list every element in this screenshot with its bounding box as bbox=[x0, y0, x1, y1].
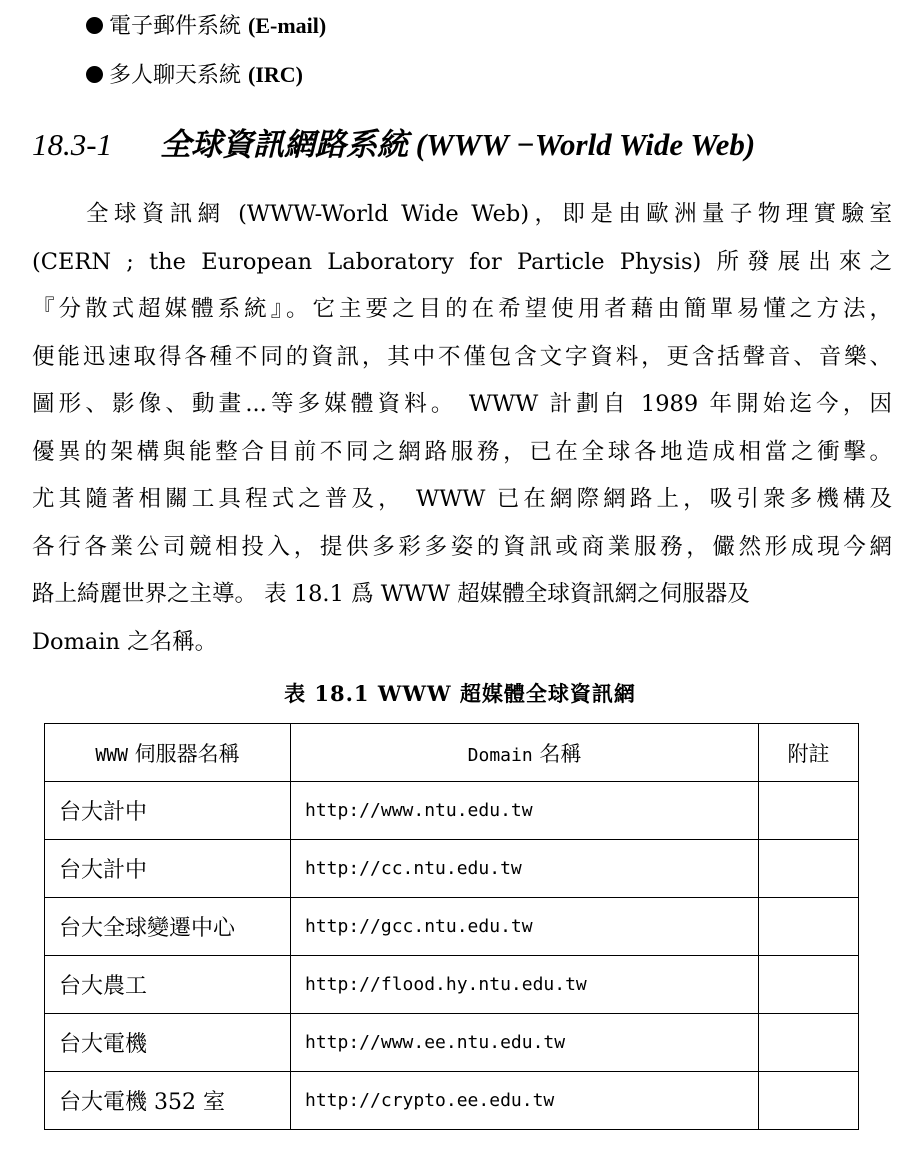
bullet-dot-icon bbox=[86, 66, 103, 83]
table-row bbox=[45, 1072, 859, 1130]
note-cell bbox=[759, 1072, 859, 1130]
note-cell bbox=[759, 840, 859, 898]
column-header-server-name: WWW 伺服器名稱 bbox=[45, 724, 291, 782]
server-name-cell: 台大計中 bbox=[45, 782, 291, 840]
bullet-item-email bbox=[86, 12, 326, 41]
paragraph-line: 圖形、影像、動畫...等多媒體資料。 WWW 計劃自 1989 年開始迄今，因 bbox=[32, 391, 892, 417]
column-header-domain: Domain 名稱 bbox=[291, 724, 759, 782]
note-cell bbox=[759, 898, 859, 956]
server-name-cell: 台大電機 bbox=[45, 1014, 291, 1072]
note-cell bbox=[759, 782, 859, 840]
section-heading bbox=[32, 125, 755, 165]
section-title: 全球資訊網路系統 (WWW −World Wide Web) bbox=[160, 127, 756, 162]
server-name-cell: 台大電機 352 室 bbox=[45, 1072, 291, 1130]
server-name-cell: 台大全球變遷中心 bbox=[45, 898, 291, 956]
domain-cell: http://crypto.ee.edu.tw bbox=[291, 1072, 759, 1130]
server-name-cell: 台大計中 bbox=[45, 840, 291, 898]
table-row bbox=[45, 1014, 859, 1072]
domain-cell: http://flood.hy.ntu.edu.tw bbox=[291, 956, 759, 1014]
paragraph-line: 尤其隨著相關工具程式之普及， WWW 已在網際網路上，吸引衆多機構及 bbox=[32, 486, 892, 512]
bullet-item-abbrev: (E-mail) bbox=[248, 13, 327, 38]
domain-cell: http://www.ee.ntu.edu.tw bbox=[291, 1014, 759, 1072]
domain-cell: http://www.ntu.edu.tw bbox=[291, 782, 759, 840]
paragraph-line: Domain 之名稱。 bbox=[32, 628, 218, 655]
note-cell bbox=[759, 1014, 859, 1072]
bullet-item-abbrev: (IRC) bbox=[248, 62, 304, 87]
table-row bbox=[45, 898, 859, 956]
section-number: 18.3-1 bbox=[32, 127, 113, 162]
bullet-item-label: 多人聊天系統 bbox=[109, 63, 242, 88]
column-header-note: 附註 bbox=[759, 724, 859, 782]
table-row bbox=[45, 840, 859, 898]
note-cell bbox=[759, 956, 859, 1014]
paragraph-line: 便能迅速取得各種不同的資訊，其中不僅包含文字資料，更含括聲音、音樂、 bbox=[32, 343, 892, 370]
bullet-item-irc bbox=[86, 61, 303, 90]
bullet-dot-icon bbox=[86, 17, 103, 34]
table-row bbox=[45, 782, 859, 840]
domain-cell: http://gcc.ntu.edu.tw bbox=[291, 898, 759, 956]
paragraph-line: 優異的架構與能整合目前不同之網路服務，已在全球各地造成相當之衝擊。 bbox=[32, 438, 892, 465]
bullet-item-label: 電子郵件系統 bbox=[109, 14, 242, 39]
server-table bbox=[44, 723, 859, 1130]
body-paragraph bbox=[32, 191, 892, 666]
paragraph-line: (CERN ; the European Laboratory for Particle Physis) 所發展出來之 bbox=[32, 248, 892, 275]
domain-cell: http://cc.ntu.edu.tw bbox=[291, 840, 759, 898]
server-name-cell: 台大農工 bbox=[45, 956, 291, 1014]
paragraph-line: 全球資訊網 (WWW-World Wide Web)，即是由歐洲量子物理實驗室 bbox=[86, 201, 892, 227]
table-header-row bbox=[45, 724, 859, 782]
paragraph-line: 『分散式超媒體系統』。它主要之目的在希望使用者藉由簡單易懂之方法， bbox=[32, 296, 892, 322]
paragraph-line: 各行各業公司競相投入，提供多彩多姿的資訊或商業服務，儼然形成現今網 bbox=[32, 533, 892, 560]
table-row bbox=[45, 956, 859, 1014]
paragraph-line: 路上綺麗世界之主導。 表 18.1 爲 WWW 超媒體全球資訊網之伺服器及 bbox=[32, 581, 750, 607]
table-caption: 表 18.1 WWW 超媒體全球資訊網 bbox=[284, 681, 636, 706]
